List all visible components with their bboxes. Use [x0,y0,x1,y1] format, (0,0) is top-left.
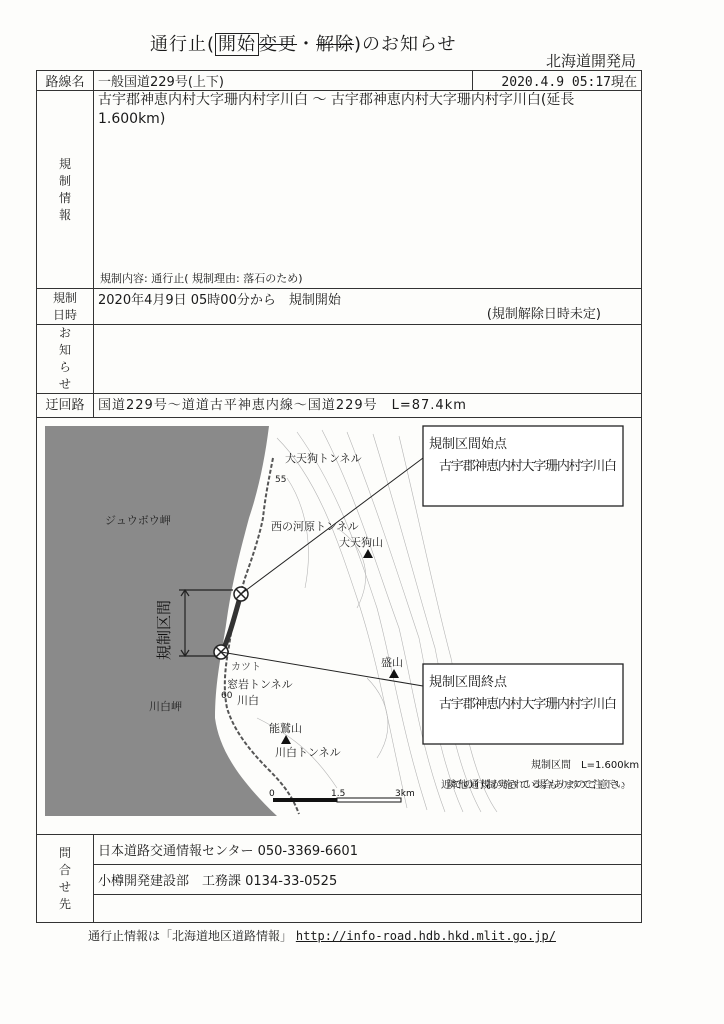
regulation-label-cell [37,91,94,289]
place-label-6: 能鷲山 [269,722,302,735]
page-title: 通行止( 開始 変更・解除)のお知らせ [150,34,457,55]
footer-url-line [88,927,556,944]
place-label-3: カツト [231,662,261,673]
regulation-content: 規制内容: 通行止( 規制理由: 落石のため) [100,272,303,285]
peak-daitengu [363,549,373,558]
schedule-cell [94,289,642,325]
place-label-0: 大天狗トンネル [285,452,362,465]
scale-label-0: 0 [269,789,275,799]
contact-line-2: 小樽開発建設部 工務課 0134-33-0525 [94,865,642,895]
sea-label-jyuubou: ジュウボウ岬 [105,514,171,527]
schedule-label-cell [37,289,94,325]
place-label-8: 盛山 [381,656,403,669]
regulation-label: 規制情報 [58,156,71,222]
route-label: 路線名 [37,71,94,91]
regulation-section: 古宇郡神恵内村大字珊内村字川白 〜 古宇郡神恵内村大字珊内村字川白(延長1.600km) [98,92,575,127]
footer-prefix: 通行止情報は「北海道地区道路情報」 [88,929,293,943]
notice-cell [94,325,642,394]
length-note: 規制区間 L=1.600km [531,760,640,771]
nearby-note: 近隣で他の通行規制が実施されている場合もありますのでご注意下さい。 [441,780,631,791]
map-cell [37,418,642,835]
route-map [37,418,641,830]
contact-line-3 [94,895,642,923]
place-label-5: 川白 [237,694,259,707]
scale-label-2: 3km [395,789,415,799]
contact-label-cell [37,835,94,923]
place-label-7: 川白トンネル [275,746,341,759]
section-label: 規制区間 [155,599,173,661]
timestamp: 2020.4.9 05:17現在 [473,71,642,91]
detour-text: 国道229号〜道道古平神恵内線〜国道229号 L=87.4km [94,394,642,418]
place-label-1: 西の河原トンネル [271,520,359,533]
route-name: 一般国道229号(上下) [94,71,473,91]
title-suffix: )のお知らせ [354,34,457,55]
road-number-60: 60 [221,691,233,701]
title-release-struck: 解除 [316,34,355,55]
detour-label: 迂回路 [37,394,94,418]
notice-table [36,70,642,923]
title-change-struck: 変更 [259,34,298,55]
end-callout-place: 古宇郡神恵内村大字珊内村字川白 [439,697,617,712]
peak-sakari [389,669,399,678]
schedule-release: (規制解除日時未定) [486,307,601,322]
footer-url-link[interactable]: http://info-road.hdb.hkd.mlit.go.jp/ [295,929,556,943]
end-callout-title: 規制区間終点 [429,675,508,690]
start-callout-place: 古宇郡神恵内村大字珊内村字川白 [439,459,617,474]
place-label-4: 窓岩トンネル [227,678,293,691]
schedule-label: 規制日時 [52,290,77,322]
road-number-55: 55 [275,475,287,485]
place-label-2: 大天狗山 [339,536,383,549]
notice-label: お知らせ [58,326,71,391]
sea-label-kawashiro: 川白岬 [149,700,182,713]
regulation-cell [94,91,642,289]
contact-label: 問合せ先 [58,845,71,911]
schedule-start: 2020年4月9日 05時00分から 規制開始 [98,293,341,308]
start-callout-title: 規制区間始点 [429,437,508,452]
title-prefix: 通行止( [150,34,216,55]
peak-nowashi [281,735,291,744]
notice-label-cell [37,325,94,394]
title-start-boxed: 開始 [215,33,259,56]
issuer: 北海道開発局 [545,52,636,70]
scale-label-1: 1.5 [331,789,346,799]
contact-line-1: 日本道路交通情報センター 050-3369-6601 [94,835,642,865]
